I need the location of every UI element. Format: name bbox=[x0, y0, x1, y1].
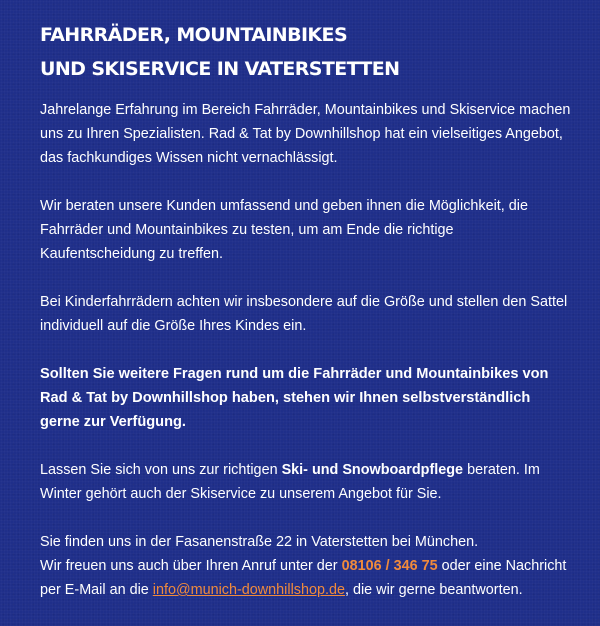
call-text-before: Wir freuen uns auch über Ihren Anruf unter der bbox=[40, 558, 342, 574]
consulting-paragraph: Wir beraten unsere Kunden umfassend und geben ihnen die Möglichkeit, die Fahrräder und Mountainbikes zu testen, um am Ende die richtige Kaufentscheidung zu treffen. bbox=[40, 198, 528, 262]
call-text-middle: oder eine Nachricht per E-Mail an die bbox=[40, 558, 567, 598]
skiservice-text-before: Lassen Sie sich von uns zur richtigen bbox=[40, 462, 282, 478]
phone-number: 08106 / 346 75 bbox=[341, 558, 438, 574]
page-heading bbox=[40, 18, 572, 86]
contact-paragraph bbox=[40, 530, 572, 602]
skiservice-text-after: beraten. Im Winter gehört auch der Skiservice zu unserem Angebot für Sie. bbox=[40, 462, 540, 502]
content-section bbox=[40, 18, 572, 626]
skiservice-paragraph bbox=[40, 458, 572, 506]
email-link[interactable]: info@munich-downhillshop.de bbox=[152, 582, 345, 598]
heading-line-2: UND SKISERVICE IN VATERSTETTEN bbox=[40, 58, 400, 80]
address-line: Sie finden uns in der Fasanenstraße 22 in Vaterstetten bei München. bbox=[40, 534, 479, 550]
call-text-after: , die wir gerne beantworten. bbox=[344, 582, 523, 598]
intro-paragraph: Jahrelange Erfahrung im Bereich Fahrräder, Mountainbikes und Skiservice machen uns zu Ihren Spezialisten. Rad & Tat by Downhillshop hat ein vielseitiges Angebot, das fachkundiges Wissen nicht vernachlässigt. bbox=[40, 102, 571, 166]
kids-bikes-paragraph: Bei Kinderfahrrädern achten wir insbesondere auf die Größe und stellen den Sattel individuell auf die Größe Ihres Kindes ein. bbox=[40, 294, 568, 334]
questions-paragraph: Sollten Sie weitere Fragen rund um die Fahrräder und Mountainbikes von Rad & Tat by Downhillshop haben, stehen wir Ihnen selbstverständlich gerne zur Verfügung. bbox=[40, 366, 549, 430]
heading-line-1: FAHRRÄDER, MOUNTAINBIKES bbox=[40, 24, 348, 46]
skiservice-highlight: Ski- und Snowboardpflege bbox=[281, 462, 464, 478]
